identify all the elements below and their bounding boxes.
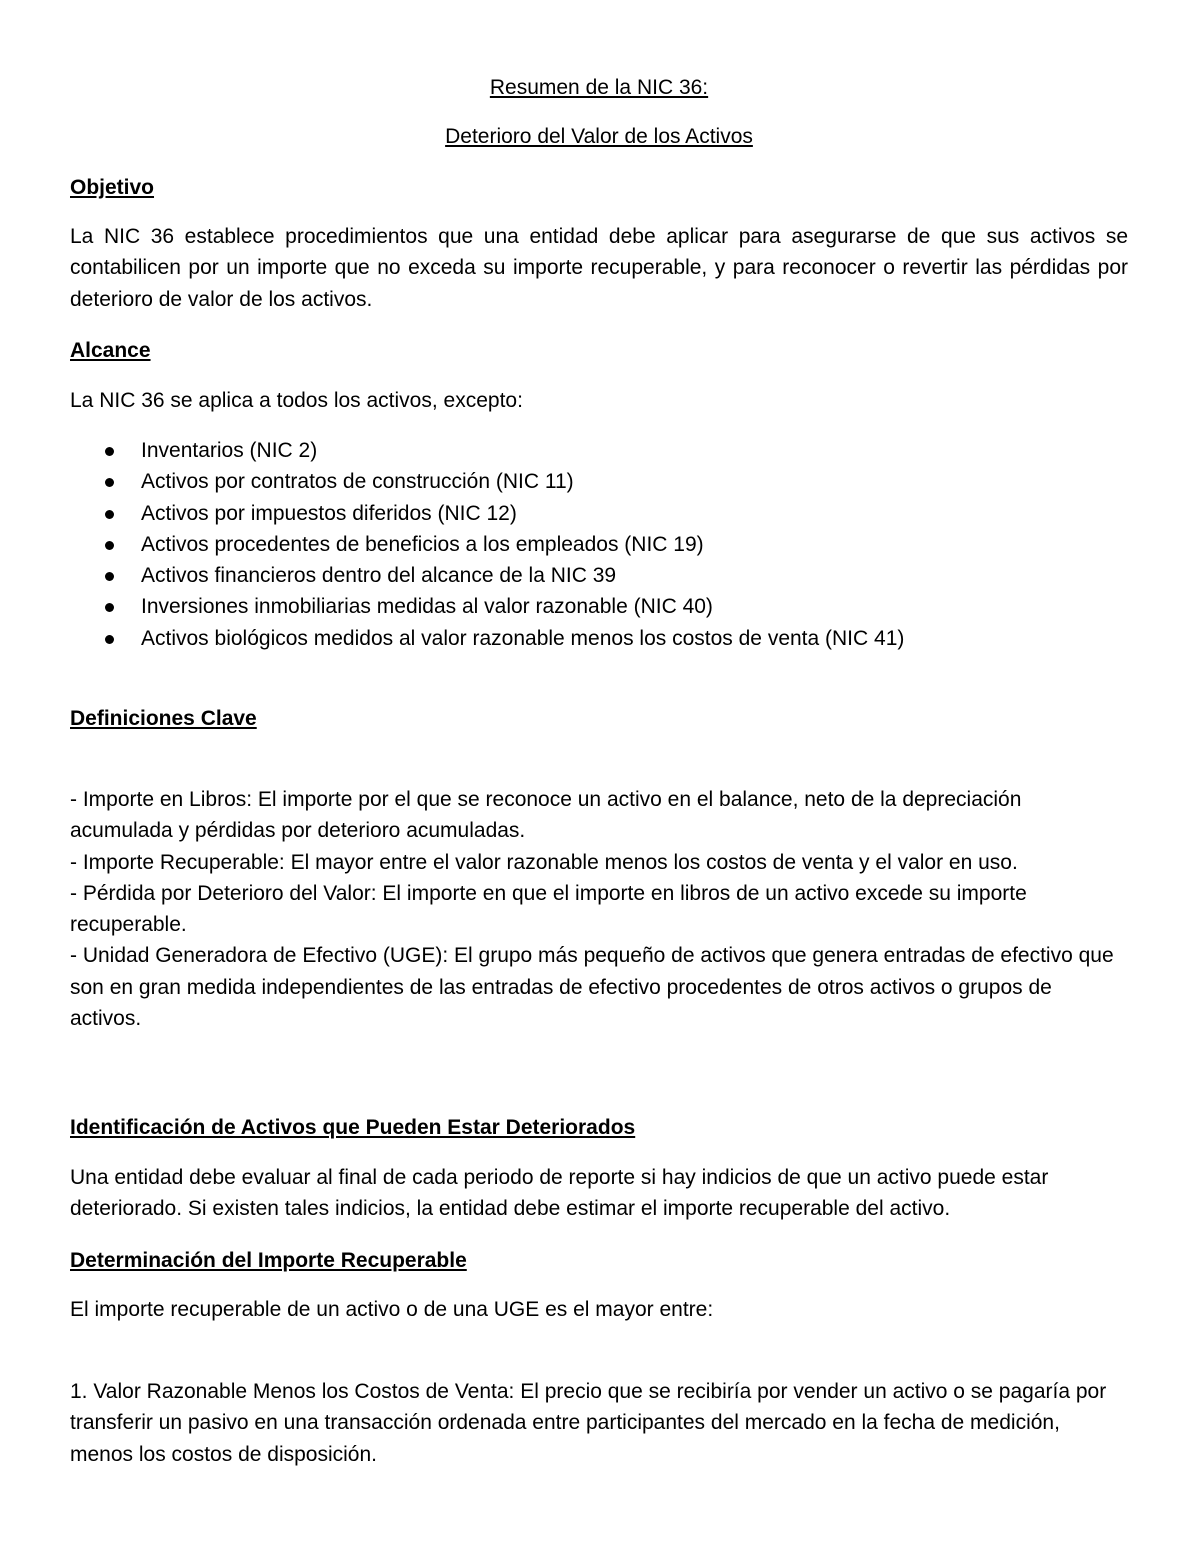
- alcance-intro: La NIC 36 se aplica a todos los activos, excepto:: [70, 389, 523, 412]
- definition-item: - Unidad Generadora de Efectivo (UGE): El grupo más pequeño de activos que genera entradas de efectivo que son en gran medida independientes de las entradas de efectivo procedentes de otros activos o grupos de activos.: [70, 944, 1114, 1031]
- section-heading-identificacion: Identificación de Activos que Pueden Estar Deteriorados: [70, 1116, 636, 1139]
- list-item: Inversiones inmobiliarias medidas al valor razonable (NIC 40): [70, 591, 904, 622]
- bullet-icon: [105, 603, 114, 612]
- bullet-icon: [105, 635, 114, 644]
- document-subtitle: Deterioro del Valor de los Activos: [445, 125, 753, 148]
- list-item: Activos por contratos de construcción (NIC 11): [70, 466, 904, 497]
- alcance-exclusions-list: [70, 435, 904, 654]
- list-item: Activos financieros dentro del alcance de la NIC 39: [70, 560, 904, 591]
- definition-item: - Importe Recuperable: El mayor entre el valor razonable menos los costos de venta y el valor en uso.: [70, 850, 1018, 874]
- objetivo-paragraph: La NIC 36 establece procedimientos que una entidad debe aplicar para asegurarse de que sus activos se contabilicen por un importe que no exceda su importe recuperable, y para reconocer o revertir las pérdidas por deterioro de valor de los activos.: [70, 225, 1128, 311]
- determinacion-point-1: 1. Valor Razonable Menos los Costos de Venta: El precio que se recibiría por vender un activo o se pagaría por transferir un pasivo en una transacción ordenada entre participantes del mercado en la fecha de medición, menos los costos de disposición.: [70, 1380, 1107, 1466]
- list-item: Activos procedentes de beneficios a los empleados (NIC 19): [70, 529, 904, 560]
- document-title: Resumen de la NIC 36:: [489, 76, 709, 99]
- bullet-icon: [105, 478, 114, 487]
- identificacion-paragraph: Una entidad debe evaluar al final de cada periodo de reporte si hay indicios de que un activo puede estar deteriorado. Si existen tales indicios, la entidad debe estimar el importe recuperable del activo.: [70, 1166, 1049, 1221]
- bullet-icon: [105, 510, 114, 519]
- section-heading-determinacion: Determinación del Importe Recuperable: [70, 1249, 467, 1272]
- bullet-icon: [105, 447, 114, 456]
- section-heading-definiciones: Definiciones Clave: [70, 707, 257, 730]
- bullet-icon: [105, 541, 114, 550]
- definiciones-list: [70, 784, 1128, 1034]
- definition-item: - Pérdida por Deterioro del Valor: El importe en que el importe en libros de un activo excede su importe recuperable.: [70, 881, 1027, 937]
- section-heading-objetivo: Objetivo: [70, 176, 155, 199]
- list-item: Activos biológicos medidos al valor razonable menos los costos de venta (NIC 41): [70, 623, 904, 654]
- bullet-icon: [105, 572, 114, 581]
- list-item: Activos por impuestos diferidos (NIC 12): [70, 498, 904, 529]
- definition-item: - Importe en Libros: El importe por el que se reconoce un activo en el balance, neto de la depreciación acumulada y pérdidas por deterioro acumuladas.: [70, 788, 1022, 843]
- section-heading-alcance: Alcance: [70, 339, 151, 362]
- determinacion-intro: El importe recuperable de un activo o de una UGE es el mayor entre:: [70, 1298, 714, 1321]
- list-item: Inventarios (NIC 2): [70, 435, 904, 466]
